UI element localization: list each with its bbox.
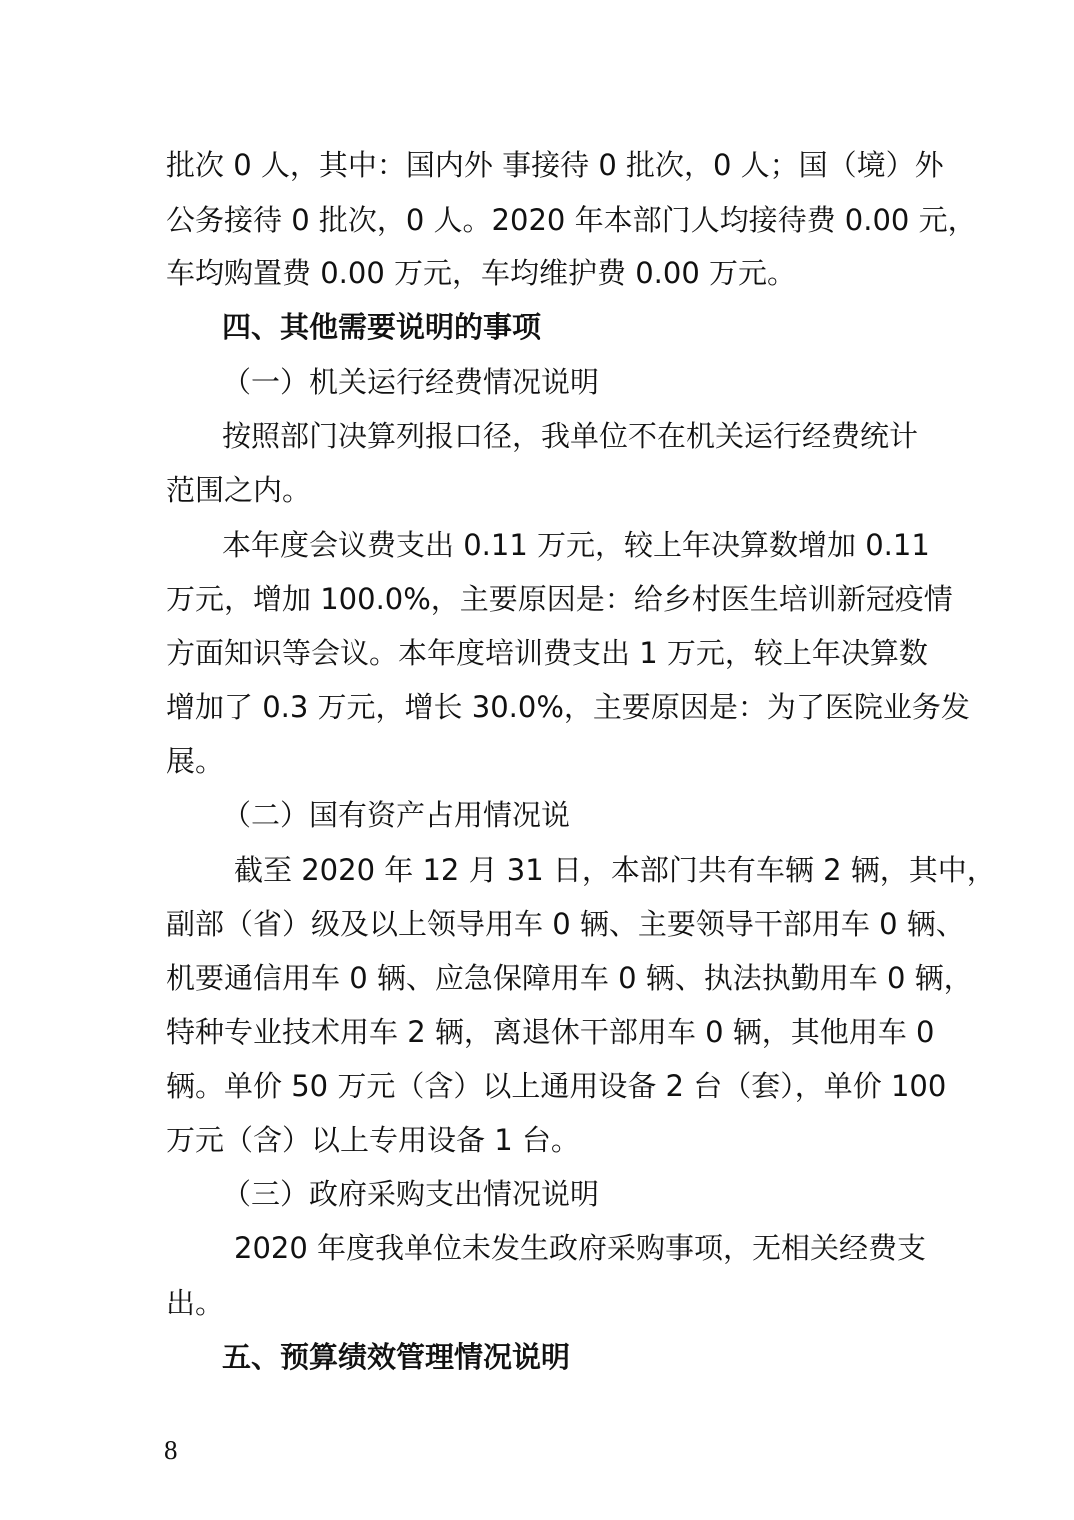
paragraph-line: 截至 2020 年 12 月 31 日，本部门共有车辆 2 辆，其中， [234, 853, 996, 887]
paragraph-line: 万元（含）以上专用设备 1 台。 [166, 1123, 580, 1157]
paragraph-line: 出。 [166, 1286, 225, 1320]
paragraph-line: 范围之内。 [166, 473, 312, 507]
section-heading-4: 四、其他需要说明的事项 [222, 310, 542, 344]
paragraph-line: 机要通信用车 0 辆、应急保障用车 0 辆、执法执勤用车 0 辆， [166, 961, 973, 995]
paragraph-line: 副部（省）级及以上领导用车 0 辆、主要领导干部用车 0 辆、 [166, 907, 965, 941]
paragraph-line: 批次 0 人，其中：国内外 事接待 0 批次，0 人；国（境）外 [166, 148, 944, 182]
paragraph-line: 增加了 0.3 万元，增长 30.0%，主要原因是：为了医院业务发 [166, 690, 970, 724]
page-number: 8 [164, 1435, 178, 1465]
subsection-heading-2: （二）国有资产占用情况说 [222, 798, 571, 832]
paragraph-line: 2020 年度我单位未发生政府采购事项，无相关经费支 [234, 1231, 927, 1265]
section-heading-5: 五、预算绩效管理情况说明 [222, 1340, 571, 1374]
subsection-heading-1: （一）机关运行经费情况说明 [222, 365, 600, 399]
subsection-heading-3: （三）政府采购支出情况说明 [222, 1177, 600, 1211]
paragraph-line: 展。 [166, 744, 225, 778]
paragraph-line: 本年度会议费支出 0.11 万元，较上年决算数增加 0.11 [222, 528, 930, 562]
paragraph-line: 万元，增加 100.0%，主要原因是：给乡村医生培训新冠疫情 [166, 582, 953, 616]
paragraph-line: 按照部门决算列报口径，我单位不在机关运行经费统计 [222, 419, 919, 453]
paragraph-line: 公务接待 0 批次，0 人。2020 年本部门人均接待费 0.00 元， [166, 203, 977, 237]
paragraph-line: 方面知识等会议。本年度培训费支出 1 万元，较上年决算数 [166, 636, 928, 670]
paragraph-line: 辆。单价 50 万元（含）以上通用设备 2 台（套），单价 100 [166, 1069, 947, 1103]
paragraph-line: 车均购置费 0.00 万元，车均维护费 0.00 万元。 [166, 256, 797, 290]
paragraph-line: 特种专业技术用车 2 辆，离退休干部用车 0 辆，其他用车 0 [166, 1015, 935, 1049]
